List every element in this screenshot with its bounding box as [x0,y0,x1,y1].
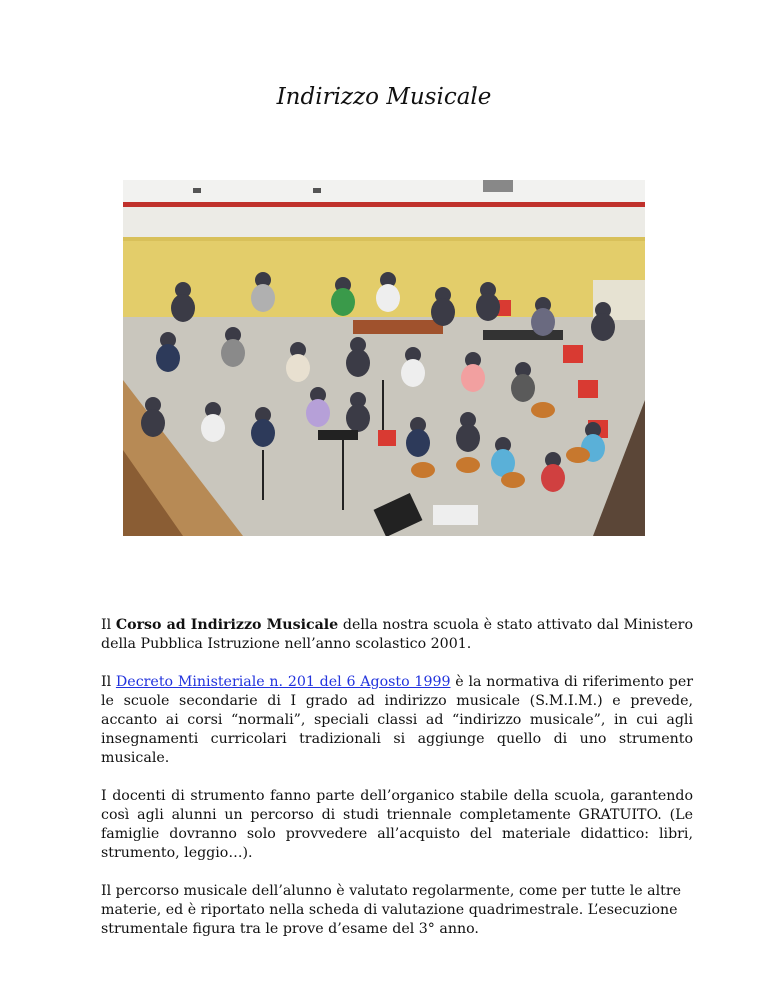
course-name: Corso ad Indirizzo Musicale [115,617,339,633]
paragraph-evaluation: Il percorso musicale dell’alunno è valutato regolarmente, come per tutte le altre materie, ed è riportato nella scheda di valutazione quadrimestrale. L’esecuzione strumentale figura tra le prove d’esame del 3° anno. [101,883,682,937]
paragraph-decree [101,673,693,768]
school-orchestra-photo [123,180,645,536]
page-title: Indirizzo Musicale [276,84,492,110]
decree-link[interactable]: Decreto Ministeriale n. 201 del 6 Agosto 1999 [115,674,451,690]
paragraph-intro [101,616,693,654]
paragraph-decree-prefix: Il [101,674,116,690]
body-text [101,616,693,958]
paragraph-intro-text: della nostra scuola è stato attivato dal Ministero della Pubblica Istruzione nell’anno scolastico 2001. [101,617,694,652]
paragraph-decree-text: è la normativa di riferimento per le scuole secondarie di I grado ad indirizzo musicale (S.M.I.M.) e prevede, accanto ai corsi “normali”, speciali classi ad “indirizzo musicale”, in cui agli insegnamenti curricolari tradizionali si aggiunge quello di uno strumento musicale. [101,674,694,766]
paragraph-intro-prefix: Il [101,617,116,633]
paragraph-teachers: I docenti di strumento fanno parte dell’organico stabile della scuola, garantendo così agli alunni un percorso di studi triennale completamente GRATUITO. (Le famiglie dovranno solo provvedere all’acquisto del materiale didattico: libri, strumento, leggio…). [101,788,693,861]
